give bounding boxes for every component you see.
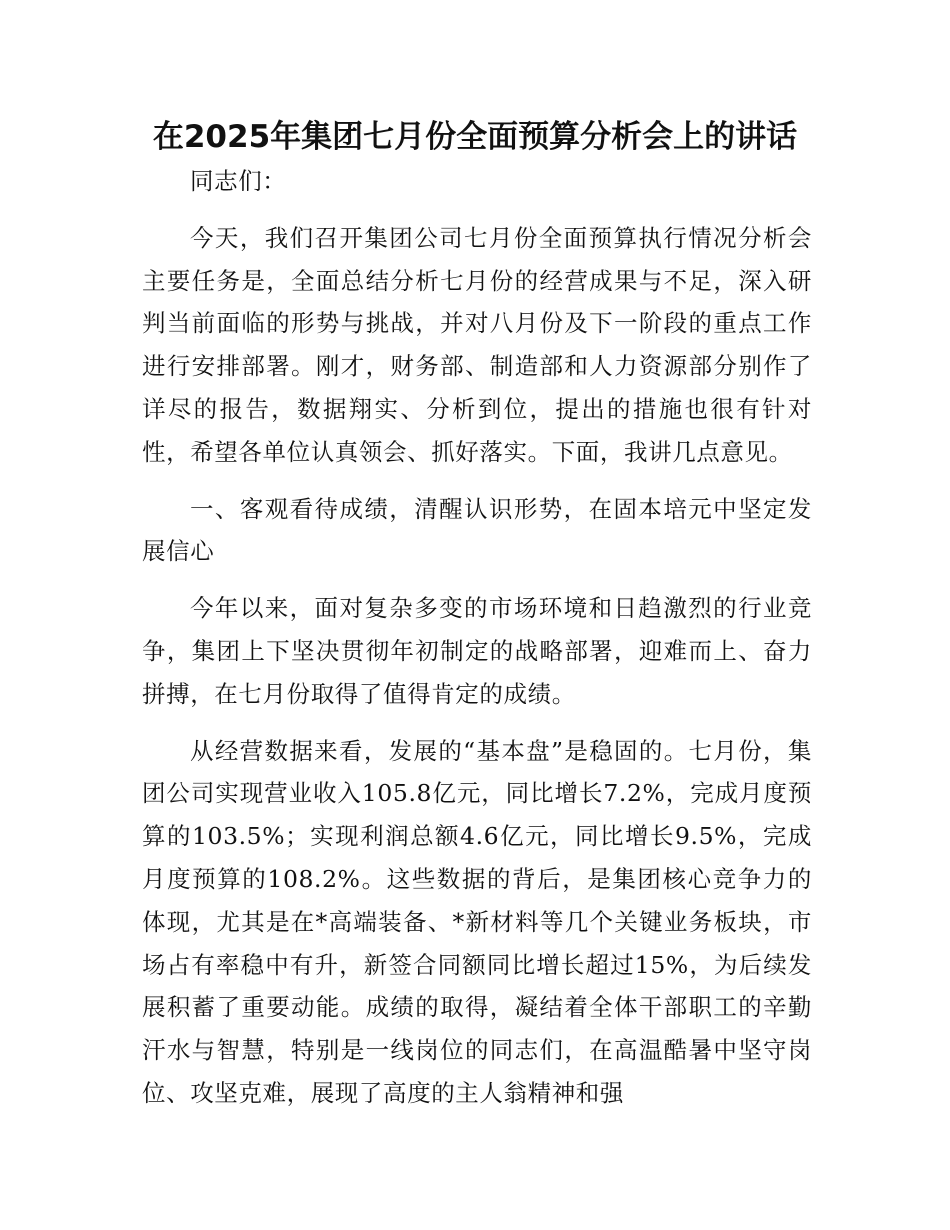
paragraph-achievements: 今年以来，面对复杂多变的市场环境和日趋激烈的行业竞争，集团上下坚决贯彻年初制定的战略部署，迎难而上、奋力拼搏，在七月份取得了值得肯定的成绩。 <box>142 594 812 708</box>
section-heading-1: 一、客观看待成绩，清醒认识形势，在固本培元中坚定发展信心 <box>142 494 812 566</box>
salutation: 同志们： <box>190 167 287 195</box>
document-body <box>142 160 812 1115</box>
paragraph-operating-data: 从经营数据来看，发展的“基本盘”是稳固的。七月份，集团公司实现营业收入105.8亿元，同比增长7.2%，完成月度预算的103.5%；实现利润总额4.6亿元，同比增长9.5%，完成月度预算的108.2%。这些数据的背后，是集团核心竞争力的体现，尤其是在*高端装备、*新材料等几个关键业务板块，市场占有率稳中有升，新签合同额同比增长超过15%，为后续发展积蓄了重要动能。成绩的取得，凝结着全体干部职工的辛勤汗水与智慧，特别是一线岗位的同志们，在高温酷暑中坚守岗位、攻坚克难，展现了高度的主人翁精神和强 <box>142 736 812 1107</box>
paragraph-intro: 今天，我们召开集团公司七月份全面预算执行情况分析会主要任务是，全面总结分析七月份的经营成果与不足，深入研判当前面临的形势与挑战，并对八月份及下一阶段的重点工作进行安排部署。刚才，财务部、制造部和人力资源部分别作了详尽的报告，数据翔实、分析到位，提出的措施也很有针对性，希望各单位认真领会、抓好落实。下面，我讲几点意见。 <box>142 223 812 466</box>
document-title: 在2025年集团七月份全面预算分析会上的讲话 <box>152 119 798 155</box>
